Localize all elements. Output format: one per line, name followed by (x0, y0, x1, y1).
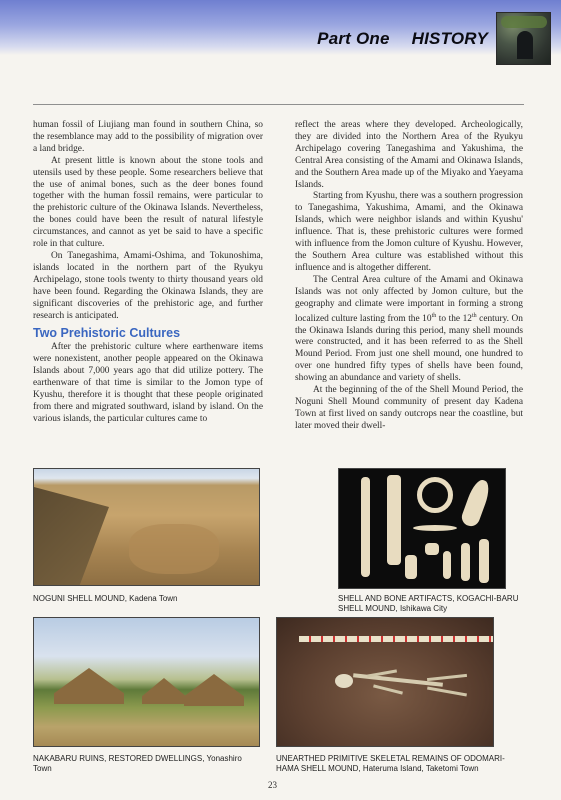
text-column-right (295, 120, 523, 433)
text-column-left (33, 120, 263, 426)
paragraph: Starting from Kyushu, there was a southern progression to Tanegashima, Yakushima, Amami, and the Okinawa Islands, which were neighbor islands and within Kyushu' influence. That is, these prehistoric cultures were formed with influence from the Jomon culture of Kyushu. However, the Southern Area culture was established without this influence and is altogether different. (295, 191, 523, 273)
caption-artifacts: SHELL AND BONE ARTIFACTS, KOGACHI-BARU SHELL MOUND, Ishikawa City (338, 594, 519, 613)
skeletal-remains-photo (276, 617, 494, 747)
section-label: HISTORY (411, 29, 488, 48)
caption-nakabaru: NAKABARU RUINS, RESTORED DWELLINGS, Yonashiro Town (33, 754, 242, 773)
paragraph: At present little is known about the stone tools and utensils used by these people. Some researchers believe that the use of animal bones, such as the deer bones found together with the human fossil remains, were particular to the prehistoric culture of the Okinawa Islands. Nevertheless, the bones could have been the result of natural lifestyle circumstances, and cannot as yet be said to have a specific role in that culture. (33, 155, 263, 250)
caption-noguni: NOGUNI SHELL MOUND, Kadena Town (33, 594, 178, 603)
section-heading: Two Prehistoric Cultures (33, 326, 181, 341)
page-number: 23 (268, 780, 277, 790)
header-thumbnail-photo (496, 12, 551, 65)
paragraph: human fossil of Liujiang man found in southern China, so the resemblance may add to the possibility of migration over a land bridge. (33, 120, 263, 154)
paragraph: After the prehistoric culture where earthenware items were nonexistent, another people appeared on the Okinawa Islands about 7,000 years ago that did utilize pottery. The earthenware of that time is similar to the Jomon type of Kyushu, therefore it is thought that these people originated from there and migrated southward, island by island. On the various islands, the particular cultures came to (33, 342, 263, 424)
caption-skeletal: UNEARTHED PRIMITIVE SKELETAL REMAINS OF ODOMARI-HAMA SHELL MOUND, Hateruma Island, Taketomi Town (276, 754, 505, 773)
shell-bone-artifacts-photo (338, 468, 506, 589)
paragraph: On Tanegashima, Amami-Oshima, and Tokunoshima, islands located in the northern part of the Ryukyu Archipelago, stone tools twenty to thirty thousand years old have been found. Regarding the Okinawa Islands, they are significant discoveries of the prehistoric age, and further research is anticipated. (33, 250, 263, 321)
page-header-title (0, 29, 488, 49)
paragraph: The Central Area culture of the Amami and Okinawa Islands was not only affected by Jomon culture, but the geography and climate were important in forming a strong localized culture lasting from the 10th to the 12th century. On the Okinawa Islands during this period, many shell mounds were constructed, and it has been referred to as the Shell Mound Period. From just one shell mound, one hundred to over one hundred fifty types of shells have been found, showing an abundance and variety of shells. (295, 274, 523, 384)
paragraph: reflect the areas where they developed. Archeologically, they are divided into the Northern Area of the Ryukyu Archipelago covering Tanegashima and Yakushima, the Central Area consisting of the Amami and Okinawa Islands, and the Southern Area made up of the Miyako and Yaeyama Islands. (295, 120, 523, 190)
nakabaru-ruins-photo (33, 617, 260, 747)
header-divider (33, 104, 524, 105)
part-label: Part One (317, 29, 390, 48)
noguni-shell-mound-photo (33, 468, 260, 586)
paragraph: At the beginning of the of the Shell Mound Period, the Noguni Shell Mound community of present day Kadena Town at first lived on sandy outcrops near the coastline, but later moved their dwell- (295, 385, 523, 431)
